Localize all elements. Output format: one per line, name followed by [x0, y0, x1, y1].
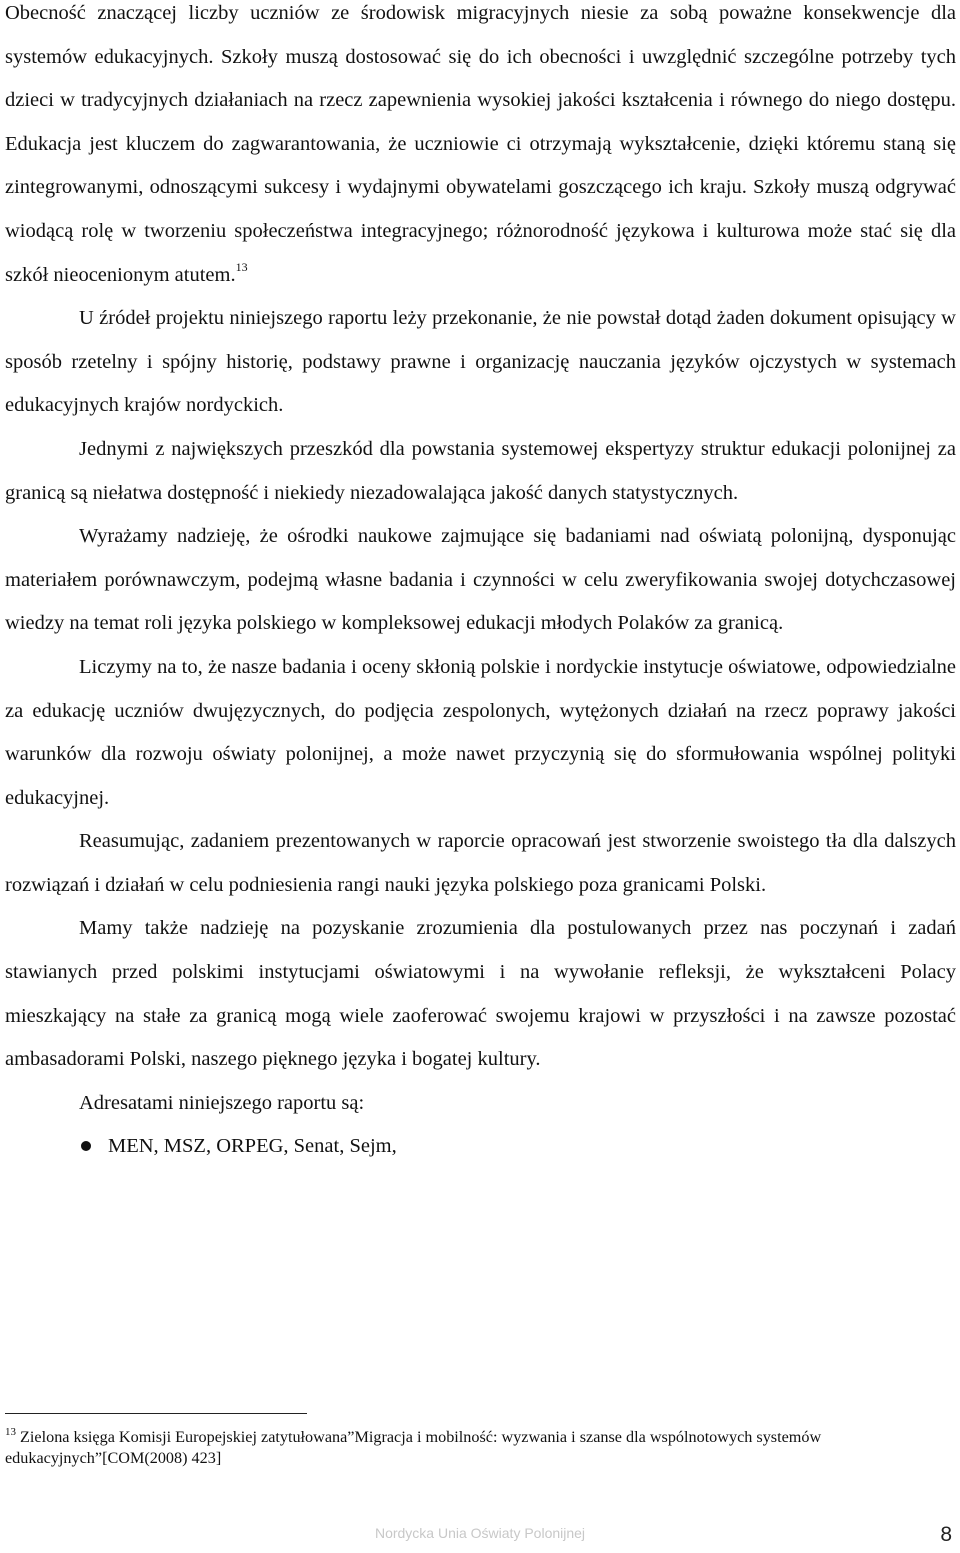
paragraph-5: Liczymy na to, że nasze badania i oceny skłonią polskie i nordyckie instytucje oświatowe, odpowiedzialne za edukację uczniów dwujęzycznych, do podjęcia zespolonych, wytężonych działań na rzecz poprawy jakości warunków dla rozwoju oświaty polonijnej, a może nawet przyczynią się do sformułowania wspólnej polityki edukacyjnej. — [5, 655, 956, 809]
paragraph-1 — [5, 0, 956, 297]
list-item — [5, 1125, 956, 1169]
page-number: 8 — [940, 1523, 952, 1546]
paragraph-4: Wyrażamy nadzieję, że ośrodki naukowe zajmujące się badaniami nad oświatą polonijną, dysponując materiałem porównawczym, podejmą własne badania i czynności w celu zweryfikowania swojej dotychczasowej wiedzy na temat roli języka polskiego w kompleksowej edukacji młodych Polaków za granicą. — [5, 525, 956, 635]
footer-title: Nordycka Unia Oświaty Polonijnej — [374, 1525, 586, 1541]
footnote-number: 13 — [5, 1426, 16, 1438]
paragraph-2: U źródeł projektu niniejszego raportu leży przekonanie, że nie powstał dotąd żaden dokument opisujący w sposób rzetelny i spójny historię, podstawy prawne i organizację nauczania języków ojczystych w systemach edukacyjnych krajów nordyckich. — [5, 307, 956, 417]
document-page — [5, 0, 956, 1169]
footnote-reference[interactable]: 13 — [235, 259, 248, 274]
footnote-divider — [5, 1413, 307, 1414]
paragraph-6: Reasumując, zadaniem prezentowanych w raporcie opracowań jest stworzenie swoistego tła dla dalszych rozwiązań i działań w celu podniesienia rangi nauki języka polskiego poza granicami Polski. — [5, 830, 956, 896]
bullet-icon — [81, 1141, 91, 1151]
paragraph-3: Jednymi z największych przeszkód dla powstania systemowej ekspertyzy struktur edukacji polonijnej za granicą są niełatwa dostępność i niekiedy niezadowalająca jakość danych statystycznych. — [5, 437, 956, 504]
footnote-text: Zielona księga Komisji Europejskiej zatytułowana”Migracja i mobilność: wyzwania i szanse dla wspólnotowych systemów edukacyjnych”[COM(2008) 423] — [5, 1428, 822, 1467]
paragraph-8: Adresatami niniejszego raportu są: — [79, 1091, 365, 1114]
list-item-text: MEN, MSZ, ORPEG, Senat, Sejm, — [108, 1135, 397, 1158]
paragraph-1-text: Obecność znaczącej liczby uczniów ze środowisk migracyjnych niesie za sobą poważne konsekwencje dla systemów edukacyjnych. Szkoły muszą dostosować się do ich obecności i uwzględnić szczególne potrzeby tych dzieci w tradycyjnych działaniach na rzecz zapewnienia wysokiej jakości kształcenia i równego do niego dostępu. Edukacja jest kluczem do zagwarantowania, że uczniowie ci otrzymają wykształcenie, dzięki któremu staną się zintegrowanymi, odnoszącymi sukcesy i wydajnymi obywatelami goszczącego ich kraju. Szkoły muszą odgrywać wiodącą rolę w tworzeniu społeczeństwa integracyjnego; różnorodność językowa i kulturowa może stać się dla szkół nieocenionym atutem. — [5, 2, 956, 286]
footnote — [5, 1427, 956, 1469]
addressee-list — [5, 1125, 956, 1169]
paragraph-7: Mamy także nadzieję na pozyskanie zrozumienia dla postulowanych przez nas poczynań i zadań stawianych przed polskimi instytucjami oświatowymi i na wywołanie refleksji, że wykształceni Polacy mieszkający na stałe za granicą mogą wiele zaoferować swojemu krajowi w przyszłości i na zawsze pozostać ambasadorami Polski, naszego pięknego języka i bogatej kultury. — [5, 917, 956, 1071]
